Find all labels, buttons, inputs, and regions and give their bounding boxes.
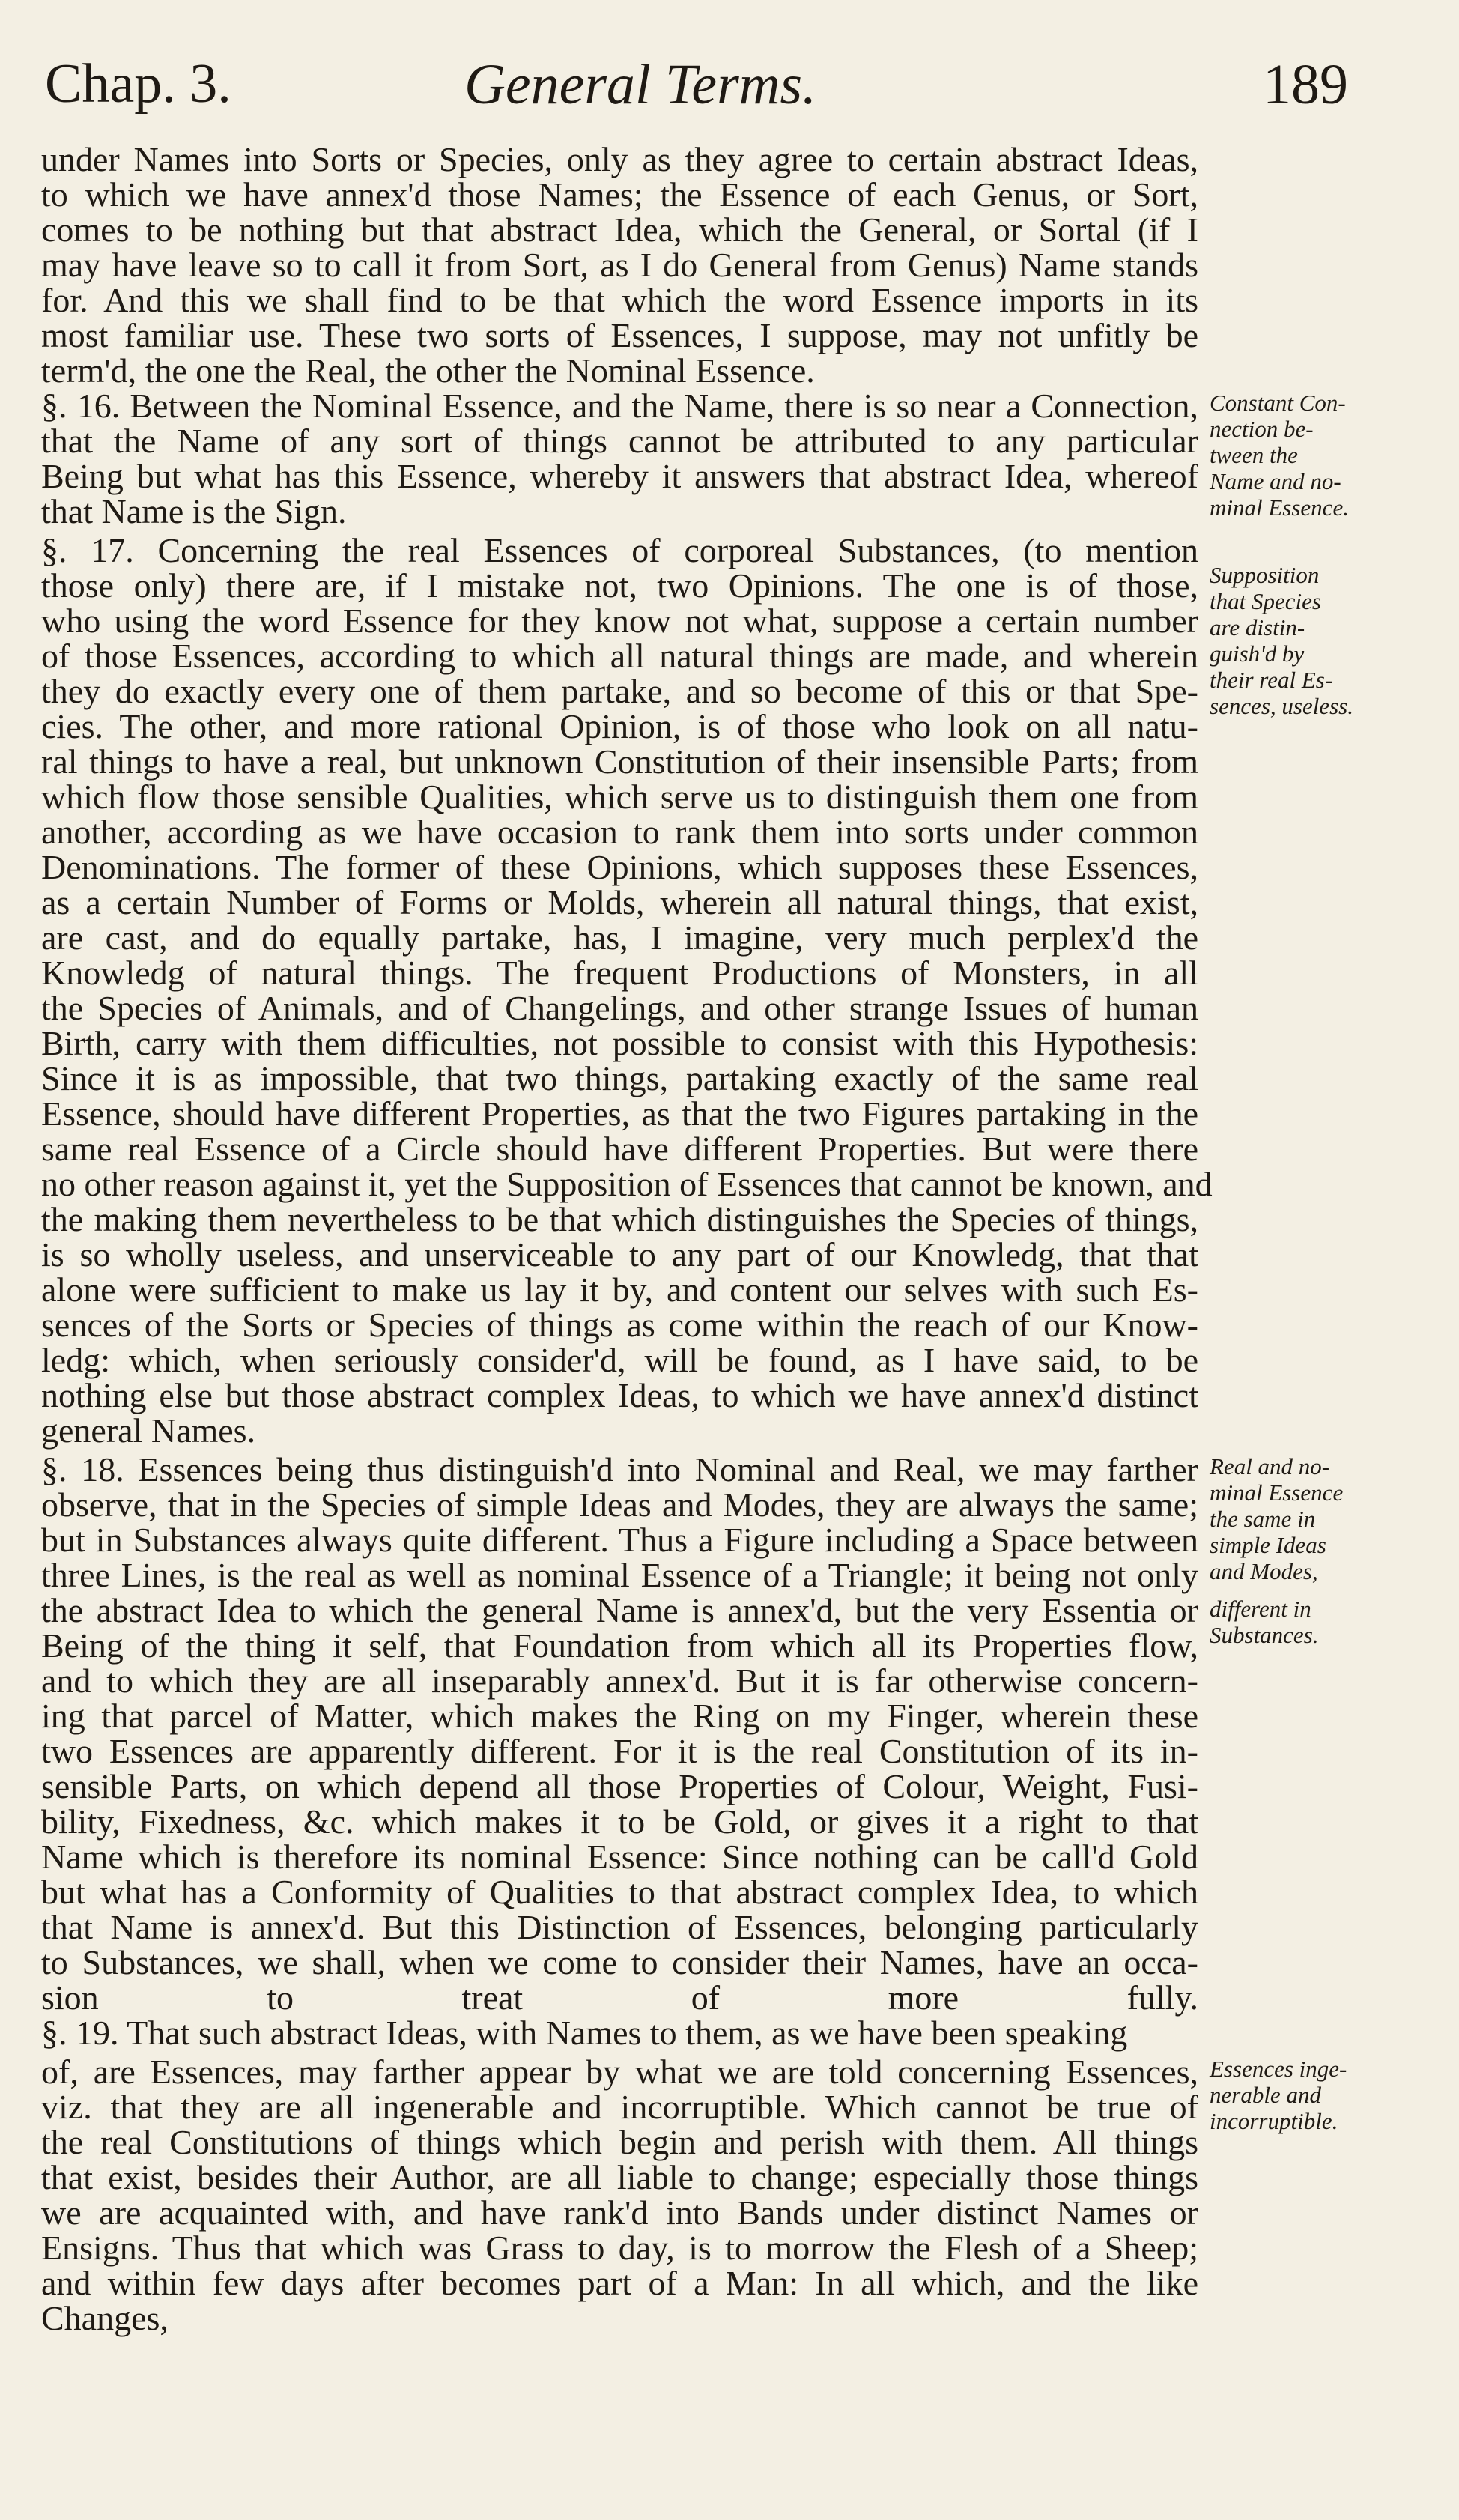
text-line: alone were sufficient to make us lay it by, and content our selves with such Es- (41, 1270, 1198, 1309)
text-line: the abstract Idea to which the general Name is annex'd, but the very Essentia or (41, 1591, 1198, 1629)
text-line: nothing else but those abstract complex Ideas, to which we have annex'd distinct (41, 1376, 1198, 1414)
margin-note-line: Supposition (1210, 562, 1320, 588)
margin-note-line: tween the (1210, 442, 1298, 468)
margin-note-line: Real and no- (1210, 1453, 1330, 1479)
text-line: viz. that they are all ingenerable and incorruptible. Which cannot be true of (41, 2088, 1198, 2126)
text-line: most familiar use. These two sorts of Essences, I suppose, may not unfitly be (41, 316, 1198, 354)
text-line: the Species of Animals, and of Changelings, and other strange Issues of human (41, 989, 1198, 1027)
chapter-label: Chap. 3. (45, 53, 231, 115)
page-number: 189 (1263, 53, 1348, 116)
text-line: of, are Essences, may farther appear by what we are told concerning Essences, (41, 2053, 1198, 2091)
text-line: cies. The other, and more rational Opinion, is of those who look on all natu- (41, 707, 1198, 745)
text-line: the real Constitutions of things which begin and perish with them. All things (41, 2123, 1198, 2161)
text-line: to which we have annex'd those Names; the Essence of each Genus, or Sort, (41, 175, 1198, 213)
margin-note-line: Constant Con- (1210, 390, 1346, 416)
text-line: may have leave so to call it from Sort, as I do General from Genus) Name stands (41, 246, 1198, 284)
text-line: that the Name of any sort of things cannot be attributed to any particular (41, 422, 1198, 460)
text-line: but in Substances always quite different. Thus a Figure including a Space between (41, 1521, 1198, 1559)
text-line: which flow those sensible Qualities, which serve us to distinguish them one from (41, 778, 1198, 816)
margin-note-line: the same in (1210, 1506, 1316, 1532)
text-line: no other reason against it, yet the Supposition of Essences that cannot be known, and (41, 1165, 1213, 1203)
text-line: ledg: which, when seriously consider'd, will be found, as I have said, to be (41, 1341, 1198, 1379)
margin-note-line: simple Ideas (1210, 1532, 1326, 1558)
text-line: Knowledg of natural things. The frequent Productions of Monsters, in all (41, 954, 1198, 992)
text-line: ing that parcel of Matter, which makes the Ring on my Finger, wherein these (41, 1697, 1198, 1735)
text-line: observe, that in the Species of simple Ideas and Modes, they are always the same; (41, 1485, 1198, 1524)
text-line: another, according as we have occasion to rank them into sorts under common (41, 813, 1198, 851)
margin-note-line: different in (1210, 1596, 1311, 1622)
text-line: Being but what has this Essence, whereby it answers that abstract Idea, whereof (41, 457, 1198, 495)
text-line: ral things to have a real, but unknown Constitution of their insensible Parts; from (41, 742, 1198, 781)
text-line: sensible Parts, on which depend all those Properties of Colour, Weight, Fusi- (41, 1767, 1198, 1805)
margin-note-line: minal Essence. (1210, 494, 1349, 521)
text-line: are cast, and do equally partake, has, I imagine, very much perplex'd the (41, 918, 1198, 957)
text-line: same real Essence of a Circle should have different Properties. But were there (41, 1130, 1198, 1168)
margin-note-line: nerable and (1210, 2082, 1321, 2108)
text-line: they do exactly every one of them partake, and so become of this or that Spe- (41, 672, 1198, 710)
margin-note-line: minal Essence (1210, 1479, 1344, 1506)
text-line: but what has a Conformity of Qualities to that abstract complex Idea, to which (41, 1873, 1198, 1911)
margin-note-line: Essences inge- (1210, 2056, 1347, 2082)
margin-note-line: that Species (1210, 588, 1321, 614)
text-line: §. 17. Concerning the real Essences of corporeal Substances, (to mention (41, 531, 1198, 569)
text-line: §. 16. Between the Nominal Essence, and the Name, there is so near a Connection, (41, 387, 1198, 425)
running-header (45, 52, 1348, 120)
text-line: as a certain Number of Forms or Molds, wherein all natural things, that exist, (41, 883, 1198, 921)
margin-note-line: sences, useless. (1210, 693, 1353, 719)
text-line: and within few days after becomes part of a Man: In all which, and the like (41, 2264, 1198, 2302)
text-line: Since it is as impossible, that two things, partaking exactly of the same real (41, 1059, 1198, 1097)
text-line: Changes, (41, 2299, 169, 2337)
text-line: sion to treat of more fully. (41, 1978, 1198, 2017)
text-line: that Name is the Sign. (41, 492, 347, 530)
margin-note-line: are distin- (1210, 614, 1305, 640)
text-line: the making them nevertheless to be that which distinguishes the Species of things, (41, 1200, 1198, 1238)
text-line: that exist, besides their Author, are all liable to change; especially those things (41, 2158, 1198, 2196)
text-line: we are acquainted with, and have rank'd into Bands under distinct Names or (41, 2193, 1198, 2232)
margin-note-line: nection be- (1210, 416, 1314, 442)
text-line: general Names. (41, 1411, 256, 1450)
text-line: Essence, should have different Properties, as that the two Figures partaking in the (41, 1094, 1198, 1133)
text-line: two Essences are apparently different. For it is the real Constitution of its in- (41, 1732, 1198, 1770)
margin-note-line: incorruptible. (1210, 2108, 1338, 2134)
text-line: under Names into Sorts or Species, only as they agree to certain abstract Ideas, (41, 140, 1198, 178)
text-line: term'd, the one the Real, the other the Nominal Essence. (41, 351, 815, 390)
margin-note-line: Name and no- (1210, 468, 1341, 494)
text-line: for. And this we shall find to be that which the word Essence imports in its (41, 281, 1198, 319)
text-line: who using the word Essence for they know not what, suppose a certain number (41, 602, 1198, 640)
text-line: to Substances, we shall, when we come to consider their Names, have an occa- (41, 1943, 1198, 1981)
text-line: that Name is annex'd. But this Distinction of Essences, belonging particularly (41, 1908, 1198, 1946)
text-line: of those Essences, according to which all natural things are made, and wherein (41, 637, 1198, 675)
text-line: §. 18. Essences being thus distinguish'd into Nominal and Real, we may farther (41, 1450, 1198, 1488)
margin-note-line: and Modes, (1210, 1558, 1318, 1584)
text-line: Ensigns. Thus that which was Grass to day, is to morrow the Flesh of a Sheep; (41, 2229, 1198, 2267)
text-line: those only) there are, if I mistake not, two Opinions. The one is of those, (41, 566, 1198, 605)
text-line: bility, Fixedness, &c. which makes it to be Gold, or gives it a right to that (41, 1802, 1198, 1841)
text-line: Birth, carry with them difficulties, not possible to consist with this Hypothesis: (41, 1024, 1198, 1062)
margin-note-line: Substances. (1210, 1622, 1319, 1648)
text-line: Name which is therefore its nominal Essence: Since nothing can be call'd Gold (41, 1838, 1198, 1876)
text-line: and to which they are all inseparably annex'd. But it is far otherwise concern- (41, 1662, 1198, 1700)
margin-note-line: guish'd by (1210, 640, 1305, 667)
text-line: §. 19. That such abstract Ideas, with Names to them, as we have been speaking (41, 2014, 1128, 2052)
text-line: Being of the thing it self, that Foundation from which all its Properties flow, (41, 1626, 1198, 1665)
text-line: three Lines, is the real as well as nominal Essence of a Triangle; it being not only (41, 1556, 1198, 1594)
text-line: sences of the Sorts or Species of things as come within the reach of our Know- (41, 1306, 1198, 1344)
text-line: comes to be nothing but that abstract Idea, which the General, or Sortal (if I (41, 210, 1198, 249)
text-line: Denominations. The former of these Opinions, which supposes these Essences, (41, 848, 1198, 886)
running-title: General Terms. (464, 53, 817, 116)
text-line: is so wholly useless, and unserviceable to any part of our Knowledg, that that (41, 1235, 1198, 1273)
margin-note-line: their real Es- (1210, 667, 1333, 693)
